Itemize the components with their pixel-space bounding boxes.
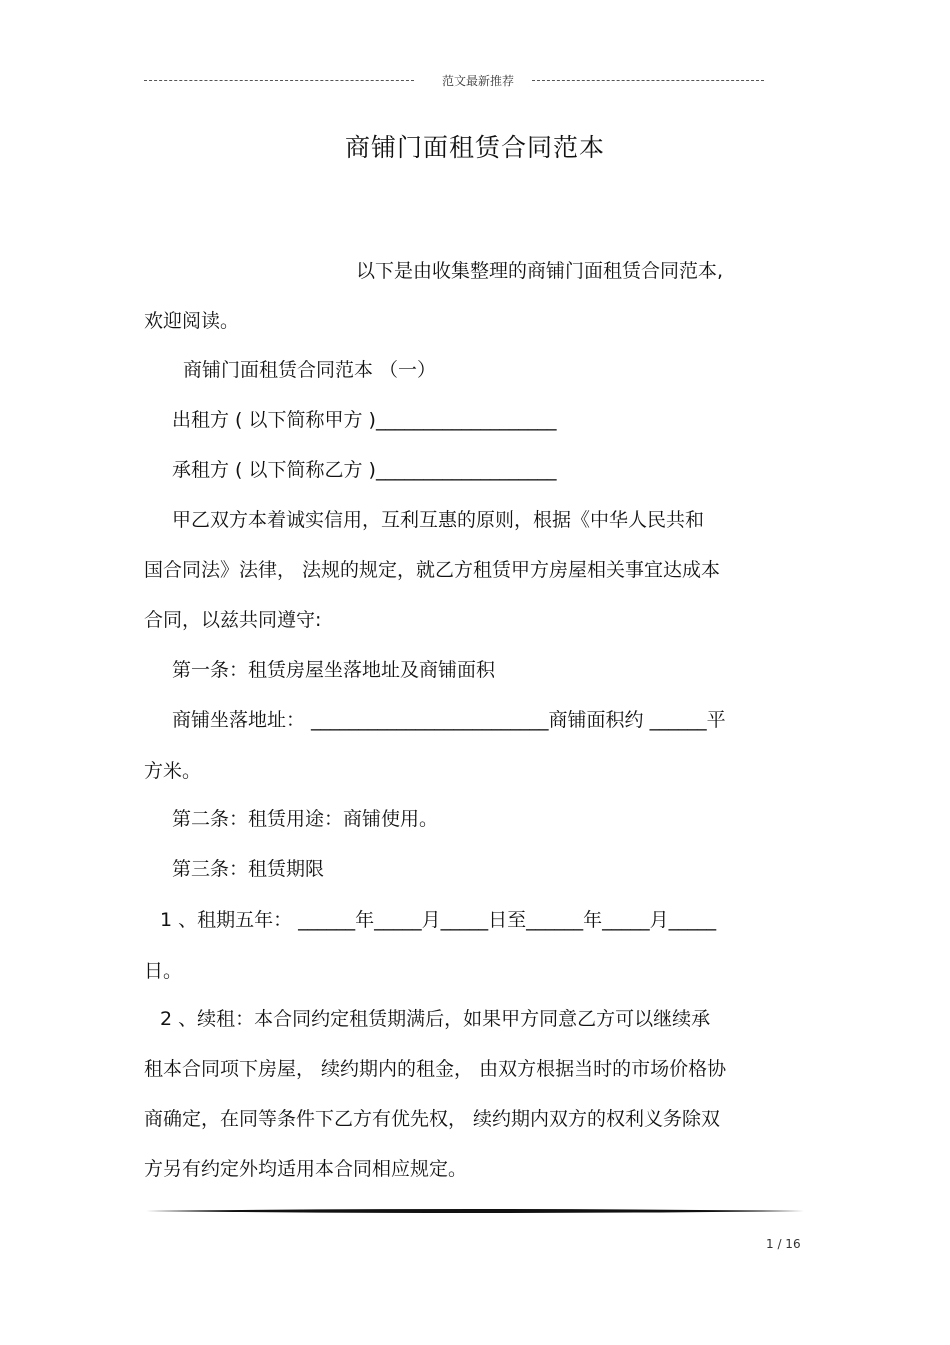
renewal-line: 商确定，在同等条件下乙方有优先权， 续约期内双方的权利义务除双	[144, 1108, 721, 1130]
paragraph-line: 合同，以兹共同遵守:	[144, 609, 322, 631]
intro-line-2: 欢迎阅读。	[144, 310, 240, 332]
lessee-line: 承租方 ( 以下简称乙方 )___________________	[172, 459, 557, 481]
header-dashed-line-left	[144, 80, 414, 81]
lessor-line: 出租方 ( 以下简称甲方 )___________________	[172, 409, 557, 431]
article-3-heading: 第三条：租赁期限	[172, 858, 325, 880]
footer-rule	[146, 1208, 804, 1214]
page-header	[144, 72, 764, 90]
article-2-line: 第二条：租赁用途：商铺使用。	[172, 808, 439, 830]
term-line-cont: 日。	[144, 960, 183, 982]
document-title: 商铺门面租赁合同范本	[344, 133, 605, 162]
paragraph-line: 国合同法》法律， 法规的规定，就乙方租赁甲方房屋相关事宜达成本	[144, 559, 721, 581]
renewal-line: 2 、续租：本合同约定租赁期满后，如果甲方同意乙方可以继续承	[160, 1008, 711, 1030]
address-line-cont: 方米。	[144, 760, 202, 782]
term-line: 1 、租期五年： ______年_____月_____日至______年_____月_____	[160, 909, 717, 931]
page-number: 1 / 16	[766, 1237, 801, 1251]
renewal-line: 租本合同项下房屋， 续约期内的租金， 由双方根据当时的市场价格协	[144, 1058, 727, 1080]
article-1-heading: 第一条：租赁房屋坐落地址及商铺面积	[172, 659, 496, 681]
section-heading: 商铺门面租赁合同范本 （一）	[183, 359, 437, 381]
header-dashed-line-right	[532, 80, 764, 81]
paragraph-line: 甲乙双方本着诚实信用，互利互惠的原则，根据《中华人民共和	[172, 509, 705, 531]
renewal-line: 方另有约定外均适用本合同相应规定。	[144, 1158, 468, 1180]
header-text: 范文最新推荐	[442, 74, 515, 88]
intro-line-1: 以下是由收集整理的商铺门面租赁合同范本,	[356, 260, 724, 282]
address-line: 商铺坐落地址： _________________________商铺面积约 ______平	[172, 709, 726, 731]
